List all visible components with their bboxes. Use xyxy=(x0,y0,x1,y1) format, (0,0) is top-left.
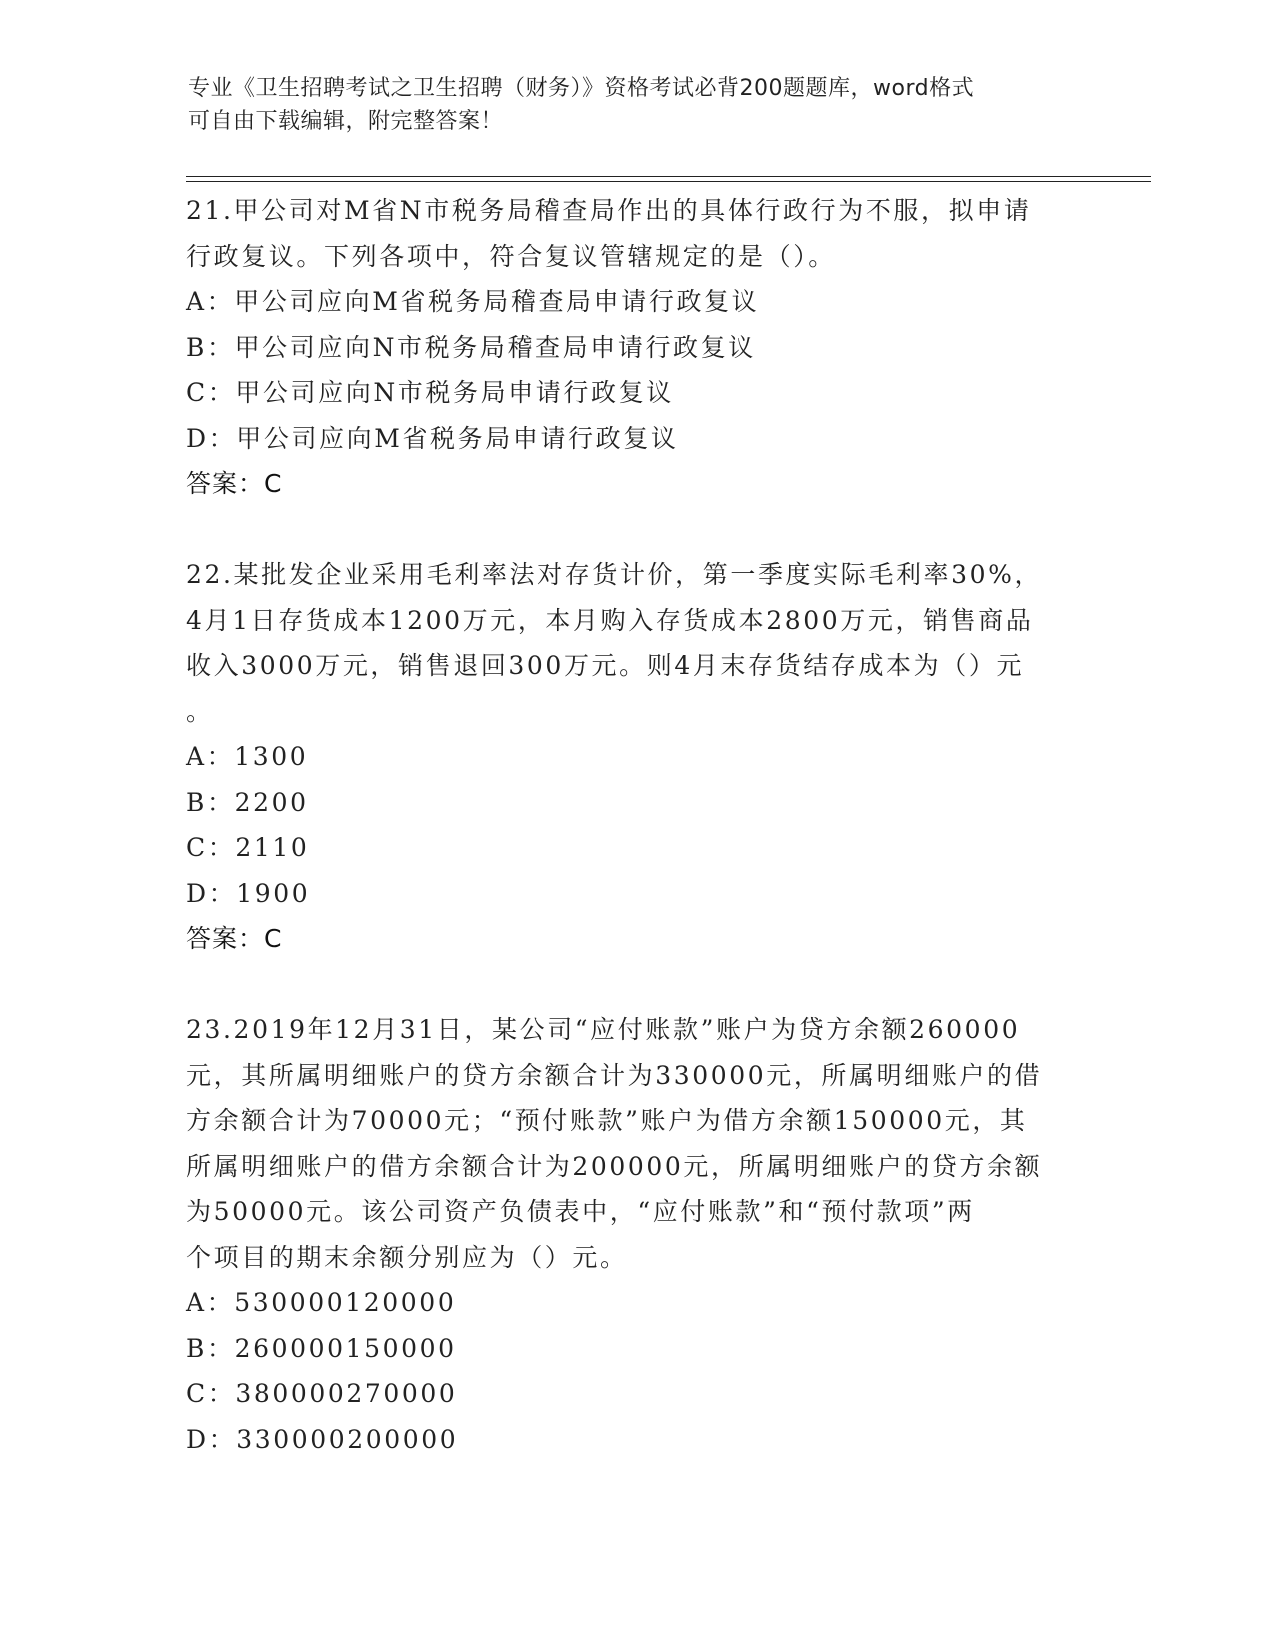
option-d: D：甲公司应向M省税务局申请行政复议 xyxy=(186,423,679,453)
spacer xyxy=(186,962,1086,1008)
question-text: 22.某批发企业采用毛利率法对存货计价，第一季度实际毛利率30%， 4月1日存货成本1200万元，本月购入存货成本2800万元，销售商品 收入3000万元，销售退回300万元。则4月末存货结存成本为（）元 。 xyxy=(186,560,1043,726)
question-text: 23.2019年12月31日，某公司“应付账款”账户为贷方余额260000 元，其所属明细账户的贷方余额合计为330000元，所属明细账户的借 方余额合计为70000元；“预付账款”账户为借方余额150000元，其 所属明细账户的借方余额合计为200000元，所属明细账户的贷方余额 为50000元。该公司资产负债表中，“应付账款”和“预付款项”两 个项目的期末余额分别应为（）元。 xyxy=(186,1015,1043,1272)
question-21 xyxy=(186,188,1086,507)
header-line-1: 专业《卫生招聘考试之卫生招聘（财务）》资格考试必背200题题库，word格式 xyxy=(188,76,975,101)
option-c: C：380000270000 xyxy=(186,1379,458,1408)
question-23 xyxy=(186,1007,1086,1462)
option-a: A：甲公司应向M省税务局稽查局申请行政复议 xyxy=(186,287,760,316)
option-b: B：2200 xyxy=(186,787,309,817)
header-line-2: 可自由下载编辑，附完整答案！ xyxy=(188,109,504,134)
question-list xyxy=(186,188,1086,1462)
question-text: 21.甲公司对M省N市税务局稽查局作出的具体行政行为不服，拟申请 行政复议。下列各项中，符合复议管辖规定的是（）。 xyxy=(186,196,1032,271)
spacer xyxy=(186,507,1086,553)
option-c: C：2110 xyxy=(186,833,310,862)
option-c: C：甲公司应向N市税务局申请行政复议 xyxy=(186,378,674,407)
option-d: D：330000200000 xyxy=(186,1424,459,1454)
option-a: A：530000120000 xyxy=(186,1288,457,1317)
header-divider-top xyxy=(186,176,1151,177)
page-header xyxy=(188,72,1088,138)
option-b: B：260000150000 xyxy=(186,1333,457,1363)
answer-label: 答案：C xyxy=(186,469,283,498)
header-divider-bottom xyxy=(186,181,1151,182)
question-22 xyxy=(186,552,1086,962)
option-d: D：1900 xyxy=(186,878,311,908)
answer-label: 答案：C xyxy=(186,924,283,953)
option-b: B：甲公司应向N市税务局稽查局申请行政复议 xyxy=(186,332,756,362)
option-a: A：1300 xyxy=(186,742,309,771)
